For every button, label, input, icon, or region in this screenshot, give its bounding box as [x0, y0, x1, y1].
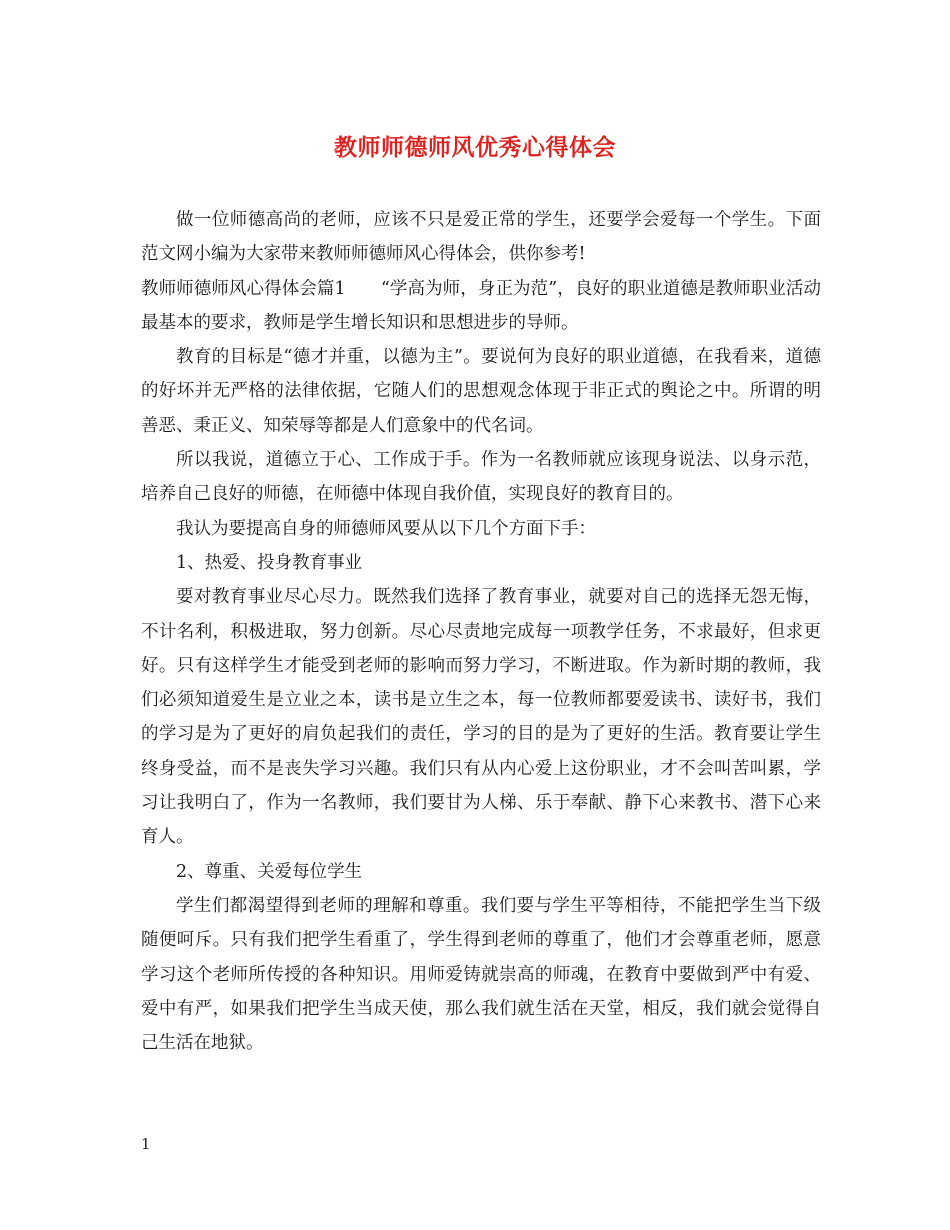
- section-heading-1: 1、热爱、投身教育事业: [176, 552, 363, 573]
- aspects-intro-paragraph: 我认为要提高自身的师德师风要从以下几个方面下手：: [176, 518, 596, 539]
- education-goal-paragraph: 教育的目标是“德才并重，以德为主”。要说何为良好的职业道德，在我看来，道德的好坏并无严格的法律依据，它随人们的思想观念体现于非正式的舆论之中。所谓的明善恶、秉正义、知荣辱等都是人们意象中的代名词。: [141, 347, 821, 436]
- morality-practice-paragraph: 所以我说，道德立于心、工作成于手。作为一名教师就应该现身说法、以身示范，培养自己良好的师德，在师德中体现自我价值，实现良好的教育目的。: [141, 450, 821, 505]
- page-number: 1: [141, 1135, 151, 1153]
- article-1-opening-paragraph: 教师师德师风心得体会篇1 “学高为师，身正为范”，良好的职业道德是教师职业活动最基本的要求，教师是学生增长知识和思想进步的导师。: [141, 278, 821, 333]
- document-body: [141, 203, 821, 1060]
- section-2-body-paragraph: 学生们都渴望得到老师的理解和尊重。我们要与学生平等相待，不能把学生当下级随便呵斥。只有我们把学生看重了，学生得到老师的尊重了，他们才会尊重老师，愿意学习这个老师所传授的各种知识。用师爱铸就崇高的师魂，在教育中要做到严中有爱、爱中有严，如果我们把学生当成天使，那么我们就生活在天堂，相反，我们就会觉得自己生活在地狱。: [141, 895, 821, 1054]
- section-heading-2: 2、尊重、关爱每位学生: [176, 861, 363, 882]
- section-1-body-paragraph: 要对教育事业尽心尽力。既然我们选择了教育事业，就要对自己的选择无怨无悔，不计名利，积极进取，努力创新。尽心尽责地完成每一项教学任务，不求最好，但求更好。只有这样学生才能受到老师的影响而努力学习，不断进取。作为新时期的教师，我们必须知道爱生是立业之本，读书是立生之本，每一位教师都要爱读书、读好书，我们的学习是为了更好的肩负起我们的责任，学习的目的是为了更好的生活。教育要让学生终身受益，而不是丧失学习兴趣。我们只有从内心爱上这份职业，才不会叫苦叫累，学习让我明白了，作为一名教师，我们要甘为人梯、乐于奉献、静下心来教书、潜下心来育人。: [141, 587, 821, 848]
- intro-paragraph: 做一位师德高尚的老师，应该不只是爱正常的学生，还要学会爱每一个学生。下面范文网小编为大家带来教师师德师风心得体会，供你参考!: [141, 210, 821, 265]
- document-title: 教师师德师风优秀心得体会: [334, 134, 616, 161]
